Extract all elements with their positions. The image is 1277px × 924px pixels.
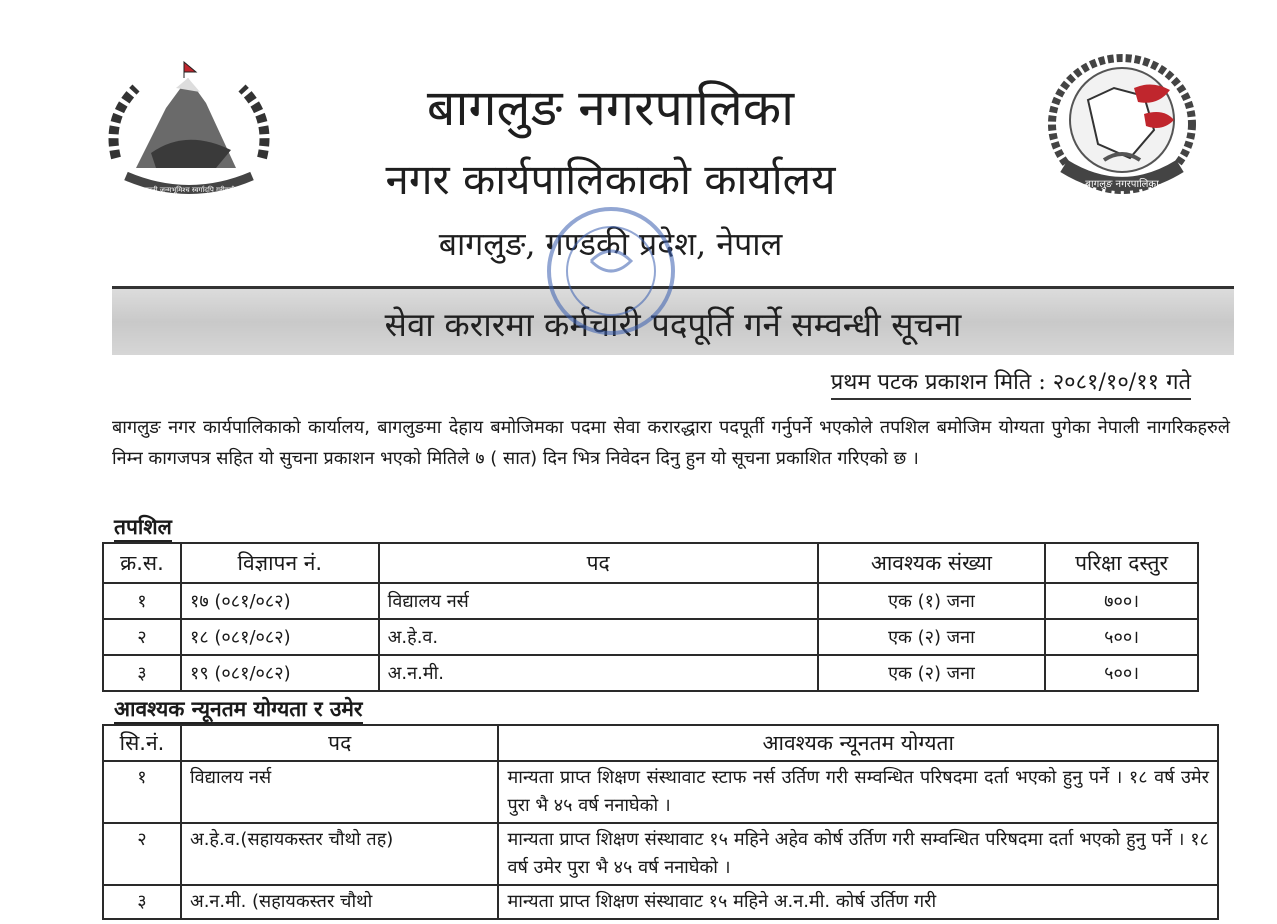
office-stamp-icon [536,196,686,346]
posts-section-heading: तपशिल [114,514,172,542]
office-address: बागलुङ, गण्डकी प्रदेश, नेपाल [438,225,783,263]
cell-sn: २ [103,823,181,885]
col-header-post: पद [379,543,818,583]
col-header-ad-no: विज्ञापन नं. [181,543,379,583]
cell-post: अ.न.मी. (सहायकस्तर चौथो [181,885,498,919]
col-header-sn: क्र.स. [103,543,181,583]
col-header-qualification: आवश्यक न्यूनतम योग्यता [498,725,1218,761]
table-row [103,583,1198,619]
cell-ad-no: १९ (०८१/०८२) [181,655,379,691]
qualification-table [102,724,1219,920]
cell-ad-no: १७ (०८१/०८२) [181,583,379,619]
col-header-sn: सि.नं. [103,725,181,761]
table-row [103,885,1218,919]
cell-fee: ५००। [1045,619,1198,655]
cell-fee: ७००। [1045,583,1198,619]
notice-title: सेवा करारमा कर्मचारी पदपूर्ति गर्ने सम्वन्धी सूचना [384,305,962,344]
qualification-section-heading: आवश्यक न्यूनतम योग्यता र उमेर [114,696,363,724]
cell-count: एक (१) जना [818,583,1046,619]
cell-ad-no: १८ (०८१/०८२) [181,619,379,655]
cell-qualification: मान्यता प्राप्त शिक्षण संस्थावाट १५ महिने अहेव कोर्ष उर्तिण गरी सम्वन्धित परिषदमा दर्ता भएको हुनु पर्ने । १८ वर्ष उमेर पुरा भै ४५ वर्ष ननाघेको । [498,823,1218,885]
cell-sn: ३ [103,885,181,919]
cell-sn: १ [103,583,181,619]
posts-table [102,542,1199,692]
municipality-name: बागलुङ नगरपालिका [426,79,795,137]
cell-fee: ५००। [1045,655,1198,691]
cell-count: एक (२) जना [818,619,1046,655]
table-header-row [103,725,1218,761]
cell-qualification: मान्यता प्राप्त शिक्षण संस्थावाट १५ महिने अ.न.मी. कोर्ष उर्तिण गरी [498,885,1218,919]
office-name: नगर कार्यपालिकाको कार्यालय [385,155,836,204]
cell-post: अ.हे.व.(सहायकस्तर चौथो तह) [181,823,498,885]
cell-sn: २ [103,619,181,655]
cell-sn: १ [103,761,181,823]
emblem-left-caption: जननी जन्मभूमिश्च स्वर्गादपि गरीयसी [142,186,236,194]
publish-date: प्रथम पटक प्रकाशन मिति : २०८१/१०/११ गते [831,366,1191,400]
table-row [103,655,1198,691]
col-header-count: आवश्यक संख्या [818,543,1046,583]
cell-post: अ.हे.व. [379,619,818,655]
cell-sn: ३ [103,655,181,691]
col-header-post: पद [181,725,498,761]
table-header-row [103,543,1198,583]
col-header-fee: परिक्षा दस्तुर [1045,543,1198,583]
seal-caption: बागलुङ नगरपालिका [1085,179,1159,190]
intro-paragraph: बागलुङ नगर कार्यपालिकाको कार्यालय, बागलुङमा देहाय बमोजिमका पदमा सेवा करारद्धारा पदपूर्ती गर्नुपर्ने भएकोले तपशिल बमोजिम योग्यता पुगेका नेपाली नागरिकहरुले निम्न कागजपत्र सहित यो सुचना प्रकाशन भएको मितिले ७ ( सात) दिन भित्र निवेदन दिनु हुन यो सूचना प्रकाशित गरिएको छ । [112,417,1230,469]
table-row [103,823,1218,885]
cell-post: विद्यालय नर्स [181,761,498,823]
cell-count: एक (२) जना [818,655,1046,691]
cell-post: विद्यालय नर्स [379,583,818,619]
table-row [103,761,1218,823]
cell-qualification: मान्यता प्राप्त शिक्षण संस्थावाट स्टाफ नर्स उर्तिण गरी सम्वन्धित परिषदमा दर्ता भएको हुनु पर्ने । १८ वर्ष उमेर पुरा भै ४५ वर्ष ननाघेको । [498,761,1218,823]
table-row [103,619,1198,655]
cell-post: अ.न.मी. [379,655,818,691]
